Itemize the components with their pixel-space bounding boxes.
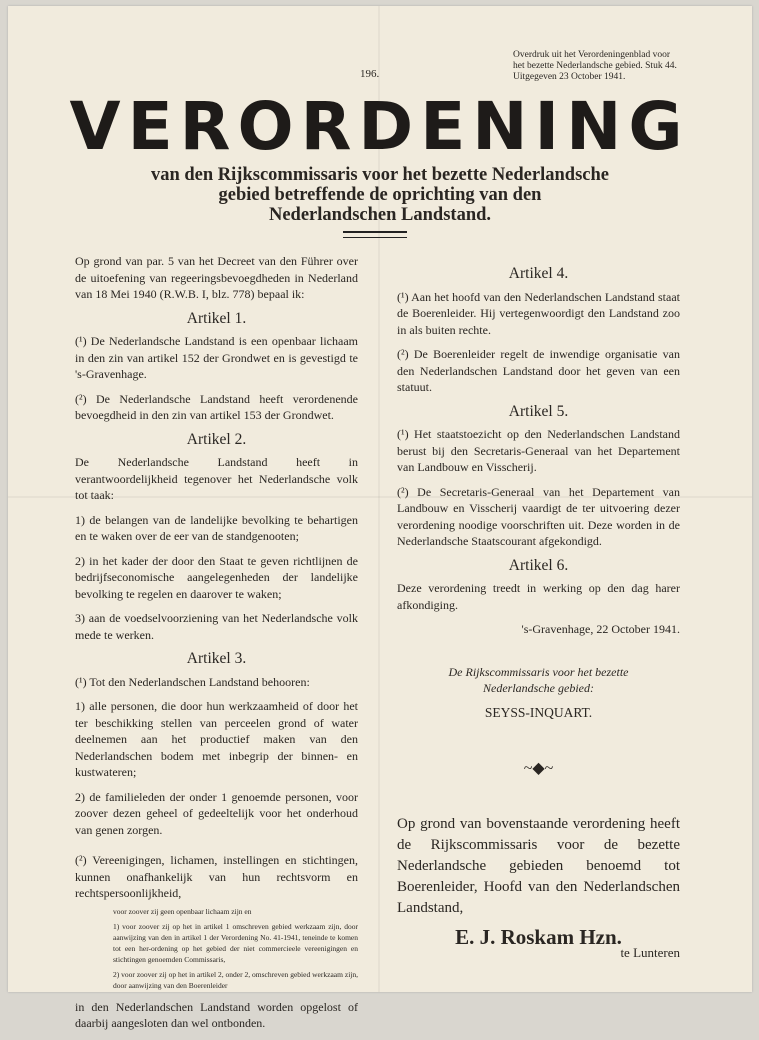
paragraph: 3) aan de voedselvoorziening van het Nederlandsche volk mede te werken.: [75, 611, 358, 642]
subtitle-line: gebied betreffende de oprichting van den: [218, 185, 542, 205]
subtitle: [100, 165, 660, 225]
paragraph: in den Nederlandschen Landstand worden opgelost of daarbij aangesloten dan wel ontbonden.: [75, 999, 358, 1030]
article-heading: Artikel 5.: [508, 402, 569, 420]
article-heading: Artikel 3.: [186, 650, 247, 667]
date-line: 's-Gravenhage, 22 October 1941.: [521, 622, 680, 636]
appointee-name: E. J. Roskam Hzn.: [455, 924, 622, 949]
divider: [343, 231, 407, 238]
paragraph: (¹) Tot den Nederlandschen Landstand behooren:: [75, 674, 310, 689]
small-print: 1) voor zoover zij op het in artikel 1 omschreven gebied werkzaam zijn, door aanwijzing van den in artikel 1 der Verordening No. 41-1941, teneinde te komen tot een her-ordening op het gebied der niet commercieele vereenigingen en stichtingen genoemden Commissaris,: [113, 921, 358, 964]
note-line: het bezette Nederlandsche gebied. Stuk 44.: [513, 61, 677, 71]
right-column: [397, 262, 680, 962]
publication-note: [513, 50, 693, 83]
paragraph: (²) Vereenigingen, lichamen, instellingen en stichtingen, kunnen onafhankelijk van hun rechtsvorm en rechtspersoonlijkheid,: [75, 853, 358, 900]
paragraph: 1) de belangen van de landelijke bevolking te behartigen en te waken over de eer van de standgenooten;: [75, 512, 358, 543]
paragraph: (²) De Nederlandsche Landstand heeft verordenende bevoegdheid in den zin van artikel 153 der Grondwet.: [75, 391, 358, 422]
intro-paragraph: Op grond van par. 5 van het Decreet van den Führer over de uitoefening van regeeringsbevoegdheden in Nederland van 18 Mei 1940 (R.W.B. I, blz. 778) bepaal ik:: [75, 254, 358, 301]
paragraph: (²) De Secretaris-Generaal van het Departement van Landbouw en Visscherij vaardigt de ter uitvoering dezer verordening noodige voorschriften uit. Deze worden in de Nederlandsche Staatscourant afgekondigd.: [397, 484, 680, 548]
paragraph: (¹) Aan het hoofd van den Nederlandschen Landstand staat de Boerenleider. Hij vertegenwoordigt den Landstand zoo in als buiten rechte.: [397, 289, 680, 337]
note-line: Uitgegeven 23 October 1941.: [513, 72, 626, 82]
small-print: 2) voor zoover zij op het in artikel 2, onder 2, omschreven gebied werkzaam zijn, door aanwijzing van den Boerenleider: [113, 969, 358, 990]
paragraph: Deze verordening treedt in werking op den dag harer afkondiging.: [397, 581, 680, 612]
signatory-title: [397, 664, 680, 697]
article-heading: Artikel 1.: [186, 309, 247, 327]
paragraph: (²) De Boerenleider regelt de inwendige organisatie van den Nederlandschen Landstand door het geven van een statuut.: [397, 347, 680, 394]
sig-line: Nederlandsche gebied:: [483, 681, 594, 695]
paragraph: 2) de familieleden der onder 1 genoemde personen, voor zoover dezen geheel of gedeeltelijk voor het onderhoud van genen zorgen.: [75, 789, 358, 837]
note-line: Overdruk uit het Verordeningenblad voor: [513, 50, 671, 60]
appointee-place: te Lunteren: [620, 945, 680, 960]
paragraph: (¹) Het staatstoezicht op den Nederlandschen Landstand berust bij den Secretaris-Generaal van het Departement van Landbouw en Visscherij.: [397, 427, 680, 474]
paragraph: 1) alle personen, die door hun werkzaamheid of door het ter beschikking stellen van perceelen grond of water deelnemen aan het productief maken van den Nederlandschen bodem met inbegrip der binnen- en kustwateren;: [75, 699, 358, 779]
small-print: voor zoover zij geen openbaar lichaam zijn en: [113, 906, 252, 916]
document-number: 196.: [360, 68, 380, 80]
article-heading: Artikel 6.: [508, 556, 569, 574]
subtitle-line: Nederlandschen Landstand.: [268, 205, 492, 225]
page-title: VERORDENING: [69, 88, 690, 165]
paragraph: 2) in het kader der door den Staat te geven richtlijnen de bedrijfseconomische aangelegenheden der landelijke bevolking te regelen en daarover te waken;: [75, 553, 358, 601]
paragraph: (¹) De Nederlandsche Landstand is een openbaar lichaam in den zin van artikel 152 der Grondwet en is gevestigd te 's-Gravenhage.: [75, 334, 358, 381]
appointment-paragraph: Op grond van bovenstaande verordening heeft de Rijkscommissaris voor de bezette Nederlandsche gebieden benoemd tot Boerenleider, Hoofd van den Nederlandschen Landstand,: [397, 815, 680, 916]
ornament-icon: ~◆~: [523, 760, 554, 777]
article-heading: Artikel 4.: [508, 265, 569, 282]
sig-line: De Rijkscommissaris voor het bezette: [448, 664, 629, 679]
article-heading: Artikel 2.: [186, 430, 247, 448]
subtitle-line: van den Rijkscommissaris voor het bezette Nederlandsche: [150, 165, 609, 185]
paragraph: De Nederlandsche Landstand heeft in verantwoordelijkheid tegenover het Nederlandsche volk tot taak:: [75, 455, 358, 502]
left-column: [75, 253, 358, 1040]
signatory-name: SEYSS-INQUART.: [484, 704, 593, 720]
